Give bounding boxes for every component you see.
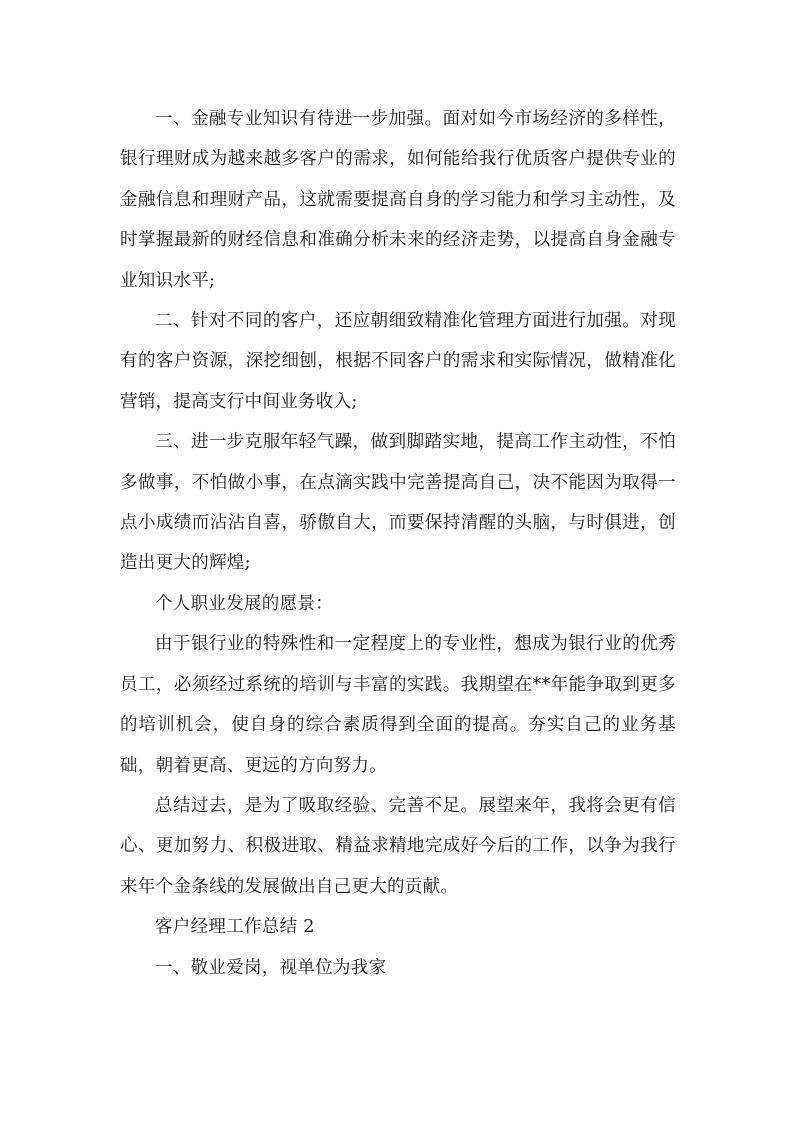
paragraph-career-vision: 由于银行业的特殊性和一定程度上的专业性，想成为银行业的优秀员工，必须经过系统的培训与丰富的实践。我期望在**年能争取到更多的培训机会，使自身的综合素质得到全面的提高。夯实自己的业务基础，朝着更高、更远的方向努力。 [120, 634, 676, 776]
paragraph-finance-knowledge: 一、金融专业知识有待进一步加强。面对如今市场经济的多样性，银行理财成为越来越多客户的需求，如何能给我行优质客户提供专业的金融信息和理财产品，这就需要提高自身的学习能力和学习主动性，及时掌握最新的财经信息和准确分析未来的经济走势，以提高自身金融专业知识水平; [120, 109, 676, 291]
document-body [120, 99, 676, 988]
paragraph-self-improvement: 三、进一步克服年轻气躁，做到脚踏实地，提高工作主动性，不怕多做事，不怕做小事，在点滴实践中完善提高自己，决不能因为取得一点小成绩而沾沾自喜，骄傲自大，而要保持清醒的头脑，与时俱进，创造出更大的辉煌; [120, 432, 676, 574]
paragraph-customer-management: 二、针对不同的客户，还应朝细致精准化管理方面进行加强。对现有的客户资源，深挖细刨，根据不同客户的需求和实际情况，做精准化营销，提高支行中间业务收入; [120, 311, 676, 412]
section-heading-career-vision: 个人职业发展的愿景： [155, 593, 333, 614]
section-heading-dedication: 一、敬业爱岗，视单位为我家 [155, 957, 387, 978]
paragraph-summary: 总结过去，是为了吸取经验、完善不足。展望来年，我将会更有信心、更加努力、积极进取、精益求精地完成好今后的工作，以争为我行来年个金条线的发展做出自己更大的贡献。 [120, 795, 676, 897]
section-heading-summary-2: 客户经理工作总结 2 [155, 917, 315, 938]
